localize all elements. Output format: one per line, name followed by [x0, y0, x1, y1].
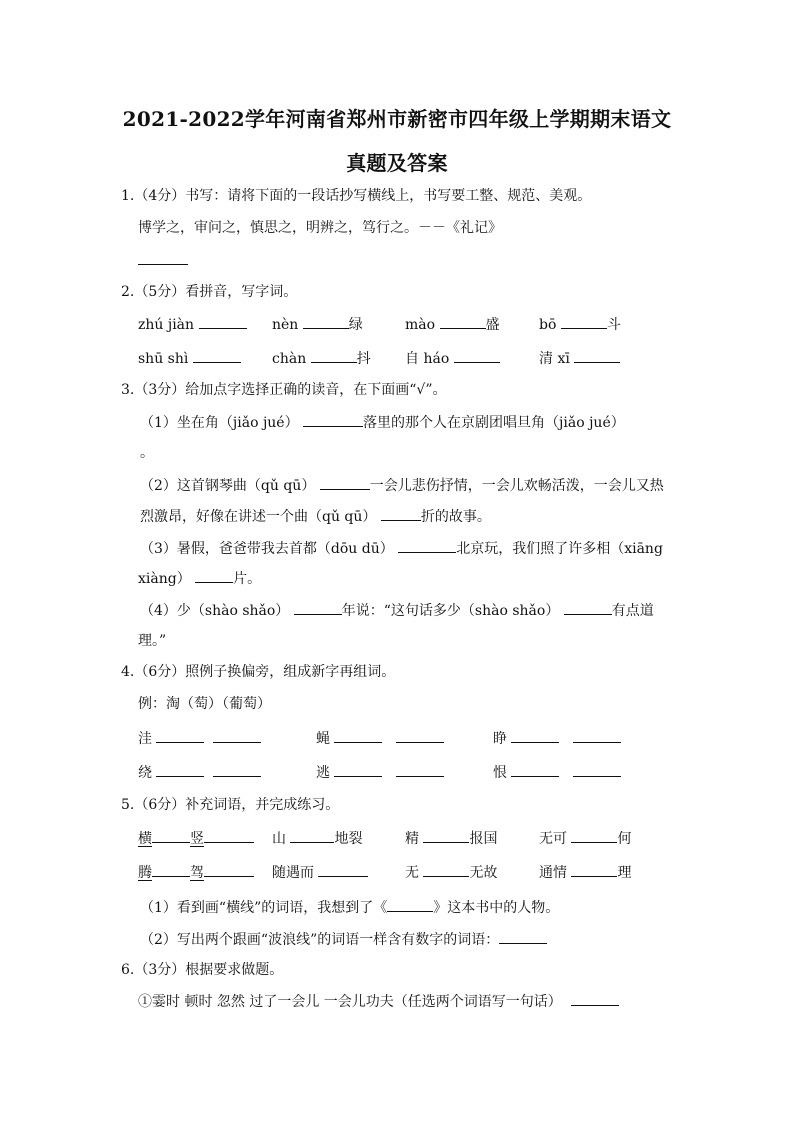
q4-item: 恨	[493, 762, 621, 783]
answer-blank[interactable]	[571, 862, 617, 877]
q5-idiom-underlined: 腾 驾	[138, 862, 254, 883]
answer-blank[interactable]	[294, 600, 342, 615]
answer-blank[interactable]	[213, 728, 261, 743]
answer-blank[interactable]	[303, 314, 349, 329]
answer-blank[interactable]	[290, 828, 334, 843]
answer-blank[interactable]	[396, 762, 444, 777]
q3-sentence-1-end: 。	[140, 445, 154, 461]
answer-blank[interactable]	[311, 348, 357, 363]
answer-blank[interactable]	[573, 762, 621, 777]
answer-blank[interactable]	[511, 762, 559, 777]
answer-blank[interactable]	[387, 897, 433, 912]
answer-blank[interactable]	[334, 728, 382, 743]
q4-item: 绕	[138, 762, 261, 783]
q4-item: 蝇	[316, 728, 444, 749]
page-title-continued: 真题及答案	[346, 151, 448, 175]
answer-blank[interactable]	[381, 506, 421, 521]
answer-blank[interactable]	[571, 991, 619, 1006]
answer-blank[interactable]	[204, 828, 254, 843]
answer-blank[interactable]	[318, 862, 368, 877]
q5-idiom: 山 地裂	[272, 828, 362, 849]
q6-item-1: ①霎时 顿时 忽然 过了一会儿 一会儿功夫（任选两个词语写一句话）	[138, 991, 619, 1012]
answer-blank[interactable]	[423, 828, 469, 843]
q6-prompt: 6.（3分）根据要求做题。	[121, 962, 284, 978]
q3-sentence-4-end: 理。”	[138, 633, 167, 649]
q2-item: 清 xī	[539, 348, 620, 369]
q3-sentence-3-cont: xiàng） 片。	[138, 568, 261, 589]
q5-idiom: 精 报国	[405, 828, 497, 849]
q3-sentence-2: （2）这首钢琴曲（qǔ qū） 一会儿悲伤抒情，一会儿欢畅活泼，一会儿又热	[140, 475, 664, 496]
q5-idiom: 通情 理	[539, 862, 631, 883]
answer-blank[interactable]	[156, 728, 204, 743]
page-title: 2021-2022学年河南省郑州市新密市四年级上学期期末语文	[122, 107, 672, 131]
answer-blank[interactable]	[511, 728, 559, 743]
answer-blank[interactable]	[156, 762, 204, 777]
q5-idiom: 随遇而	[272, 862, 368, 883]
answer-blank[interactable]	[454, 348, 500, 363]
q3-sentence-1: （1）坐在角（jiǎo jué） 落里的那个人在京剧团唱旦角（jiǎo jué）	[140, 412, 625, 433]
q5-idiom-underlined: 横 竖	[138, 828, 254, 849]
q1-prompt: 1.（4分）书写：请将下面的一段话抄写横线上，书写要工整、规范、美观。	[121, 188, 592, 204]
q5-sub-1: （1）看到画“横线”的词语，我想到了《 》这本书中的人物。	[140, 897, 559, 918]
q4-item: 逃	[316, 762, 444, 783]
answer-blank[interactable]	[334, 762, 382, 777]
answer-blank[interactable]	[564, 600, 612, 615]
answer-blank[interactable]	[561, 314, 607, 329]
q1-answer-blank[interactable]	[138, 250, 188, 271]
answer-blank[interactable]	[573, 728, 621, 743]
answer-blank[interactable]	[152, 862, 190, 877]
answer-blank[interactable]	[195, 568, 233, 583]
q4-item: 洼	[138, 728, 261, 749]
q5-prompt: 5.（6分）补充词语，并完成练习。	[121, 797, 340, 813]
q3-sentence-2-cont: 烈激昂，好像在讲述一个曲（qǔ qū） 折的故事。	[140, 506, 491, 527]
q3-prompt: 3.（3分）给加点字选择正确的读音，在下面画“√”。	[121, 382, 447, 398]
answer-blank[interactable]	[303, 412, 363, 427]
q4-prompt: 4.（6分）照例子换偏旁，组成新字再组词。	[121, 664, 396, 680]
q2-item: zhú jiàn	[138, 314, 247, 335]
q2-item: shū shì	[138, 348, 241, 369]
q3-sentence-3: （3）暑假，爸爸带我去首都（dōu dū） 北京玩，我们照了许多相（xiāng	[140, 538, 663, 559]
answer-blank[interactable]	[193, 348, 241, 363]
q3-sentence-4: （4）少（shào shǎo） 年说：“这句话多少（shào shǎo） 有点道	[140, 600, 654, 621]
q2-item: 自 háo	[405, 348, 500, 369]
answer-blank[interactable]	[213, 762, 261, 777]
answer-blank[interactable]	[440, 314, 486, 329]
answer-blank[interactable]	[398, 538, 456, 553]
q5-idiom: 无可 何	[539, 828, 631, 849]
q2-prompt: 2.（5分）看拼音，写字词。	[121, 284, 298, 300]
answer-blank[interactable]	[423, 862, 469, 877]
answer-blank[interactable]	[204, 862, 254, 877]
answer-blank[interactable]	[499, 929, 547, 944]
answer-blank[interactable]	[574, 348, 620, 363]
q2-item: mào 盛	[405, 314, 500, 335]
q5-idiom: 无 无故	[405, 862, 497, 883]
q1-quote: 博学之，审问之，慎思之，明辨之，笃行之。－－《礼记》	[138, 220, 502, 236]
q4-item: 睁	[493, 728, 621, 749]
answer-blank[interactable]	[152, 828, 190, 843]
q4-example: 例：淘（萄）（葡萄）	[138, 696, 271, 712]
q5-sub-2: （2）写出两个跟画“波浪线”的词语一样含有数字的词语：	[140, 929, 547, 950]
q2-item: nèn 绿	[272, 314, 363, 335]
answer-blank[interactable]	[320, 475, 370, 490]
answer-blank[interactable]	[396, 728, 444, 743]
q2-item: bō 斗	[539, 314, 621, 335]
answer-blank[interactable]	[199, 314, 247, 329]
q2-item: chàn 抖	[272, 348, 371, 369]
answer-blank[interactable]	[571, 828, 617, 843]
